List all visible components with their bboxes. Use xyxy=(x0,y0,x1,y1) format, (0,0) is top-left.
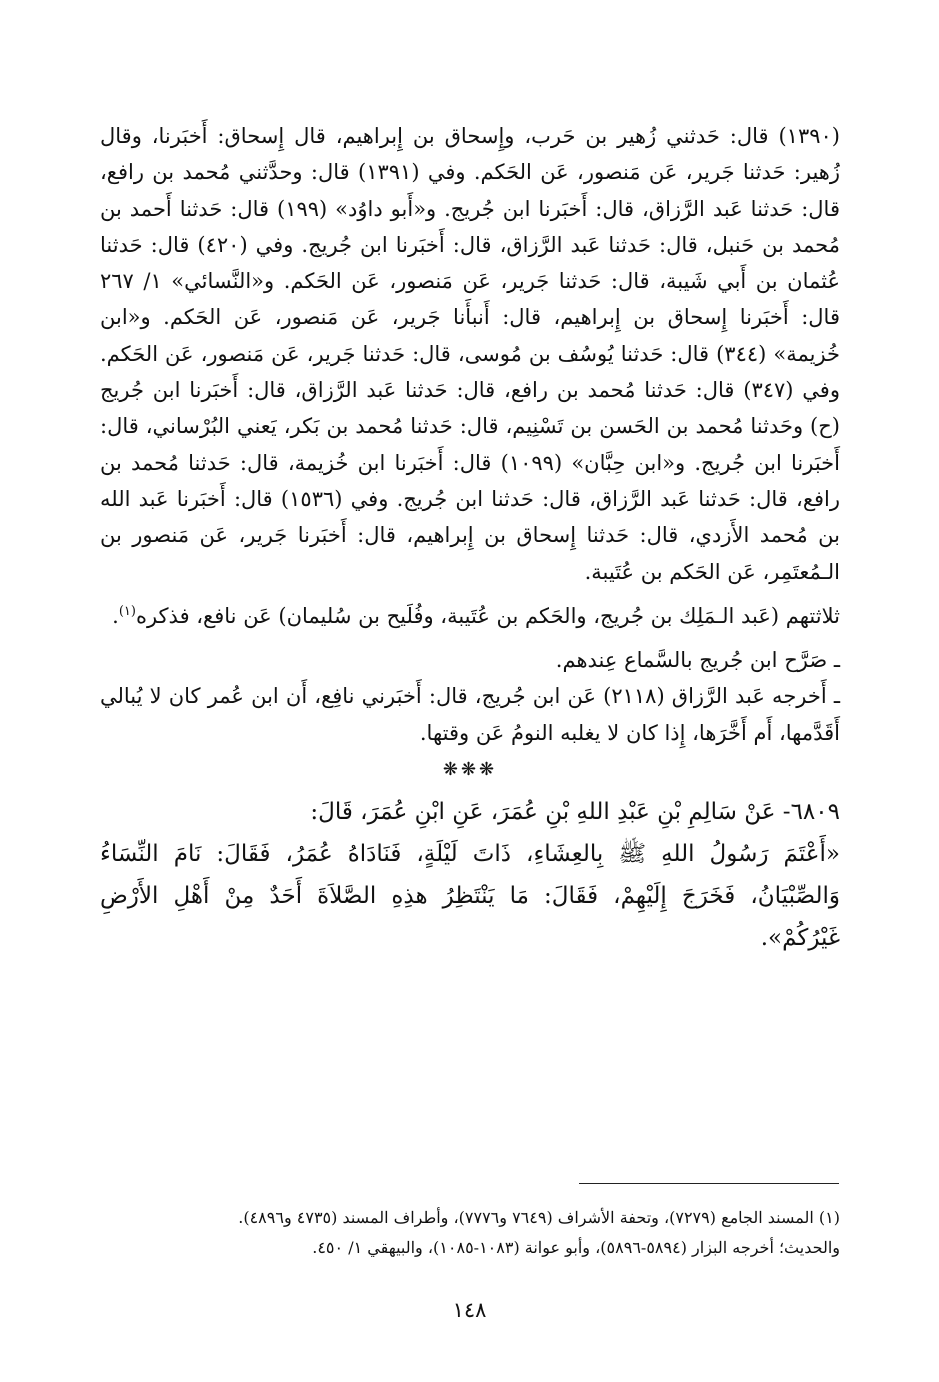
footnote-divider xyxy=(579,1183,839,1184)
narrators-summary-paragraph xyxy=(100,594,840,634)
hadith-text: «أَعْتَمَ رَسُولُ اللهِ ﷺ بِالعِشَاءِ، ذَاتَ لَيْلَةٍ، فَنَادَاهُ عُمَرُ، فَقَالَ: نَامَ النِّسَاءُ وَالصِّبْيَانُ، فَخَرَجَ إِلَيْهِمْ، فَقَالَ: مَا يَنْتَظِرُ هذِهِ الصَّلاَةَ أَحَدٌ مِنْ أَهْلِ الأَرْضِ غَيْرُكُمْ». xyxy=(100,841,840,952)
section-separator: ❋❋❋ xyxy=(442,759,498,781)
note-abdulrazzaq xyxy=(100,678,840,751)
hadith-number-line: ٦٨٠٩- عَنْ سَالِمِ بْنِ عَبْدِ اللهِ بْنِ عُمَرَ، عَنِ ابْنِ عُمَرَ، قَالَ: xyxy=(310,799,840,826)
narrators-summary-end: . xyxy=(112,603,119,628)
footnotes xyxy=(100,1203,840,1263)
takhrij-paragraph xyxy=(100,118,840,590)
note-samaa xyxy=(100,642,840,678)
page-number: ١٤٨ xyxy=(452,1298,487,1322)
note-abdulrazzaq-text: ـ أَخرجه عَبد الرَّزاق (٢١١٨) عَن ابن جُريج، قال: أَخبَرني نافِع، أَن ابن عُمر كان لا يُبالي أَقَدَّمها، أَم أَخَّرَها، إِذا كان لا يغلبه النومُ عَن وقتها. xyxy=(100,684,840,745)
footnote-ref[interactable]: (١) xyxy=(118,603,136,619)
footnote-1: (١) المسند الجامع (٧٢٧٩)، وتحفة الأشراف (٧٦٤٩ و٧٧٧٦)، وأطراف المسند (٤٧٣٥ و٤٨٩٦). xyxy=(238,1208,840,1227)
note-samaa-text: ـ صَرَّح ابن جُريج بالسَّماع عِندهم. xyxy=(555,648,840,673)
footnote-2: والحديث؛ أخرجه البزار (٥٨٩٤-٥٨٩٦)، وأبو عوانة (١٠٨٣-١٠٨٥)، والبيهقي ١/ ٤٥٠. xyxy=(312,1238,840,1257)
page-body xyxy=(100,118,840,959)
takhrij-text: (١٣٩٠) قال: حَدثني زُهير بن حَرب، وإِسحاق بن إِبراهيم، قال إِسحاق: أَخبَرنا، وقال زُهير: حَدثنا جَرير، عَن مَنصور، عَن الحَكم. وفي (١٣٩١) قال: وحدَّثني مُحمد بن رافع، قال: حَدثنا عَبد الرَّزاق، قال: أَخبَرنا ابن جُريج. و«أَبو داوُد» (١٩٩) قال: حَدثنا أَحمد بن مُحمد بن حَنبل، قال: حَدثنا عَبد الرَّزاق، قال: أَخبَرنا ابن جُريج. وفي (٤٢٠) قال: حَدثنا عُثمان بن أَبي شَيبة، قال: حَدثنا جَرير، عَن مَنصور، عَن الحَكم. و«النَّسائي» ١/ ٢٦٧ قال: أَخبَرنا إِسحاق بن إِبراهيم، قال: أَنبأَنا جَرير، عَن مَنصور، عَن الحَكم. و«ابن خُزيمة» (٣٤٤) قال: حَدثنا يُوسُف بن مُوسى، قال: حَدثنا جَرير، عَن مَنصور، عَن الحَكم. وفي (٣٤٧) قال: حَدثنا مُحمد بن رافع، قال: حَدثنا عَبد الرَّزاق، قال: أَخبَرنا ابن جُريج (ح) وحَدثنا مُحمد بن الحَسن بن تَسْنِيم، قال: حَدثنا مُحمد بن بَكر، يَعني البُرْساني، قال: أَخبَرنا ابن جُريج. و«ابن حِبَّان» (١٠٩٩) قال: أَخبَرنا ابن خُزيمة، قال: حَدثنا مُحمد بن رافع، قال: حَدثنا عَبد الرَّزاق، قال: حَدثنا ابن جُريج. وفي (١٥٣٦) قال: أَخبَرنا عَبد الله بن مُحمد الأَزدي، قال: حَدثنا إِسحاق بن إِبراهيم، قال: أَخبَرنا جَرير، عَن مَنصور بن الـمُعتَمِر، عَن الحَكم بن عُتَيبة. xyxy=(100,124,841,584)
narrators-summary-text: ثلاثتهم (عَبد الـمَلِك بن جُريج، والحَكم بن عُتَيبة، وفُلَيح بن سُليمان) عَن نافع، فذكره xyxy=(135,603,840,628)
